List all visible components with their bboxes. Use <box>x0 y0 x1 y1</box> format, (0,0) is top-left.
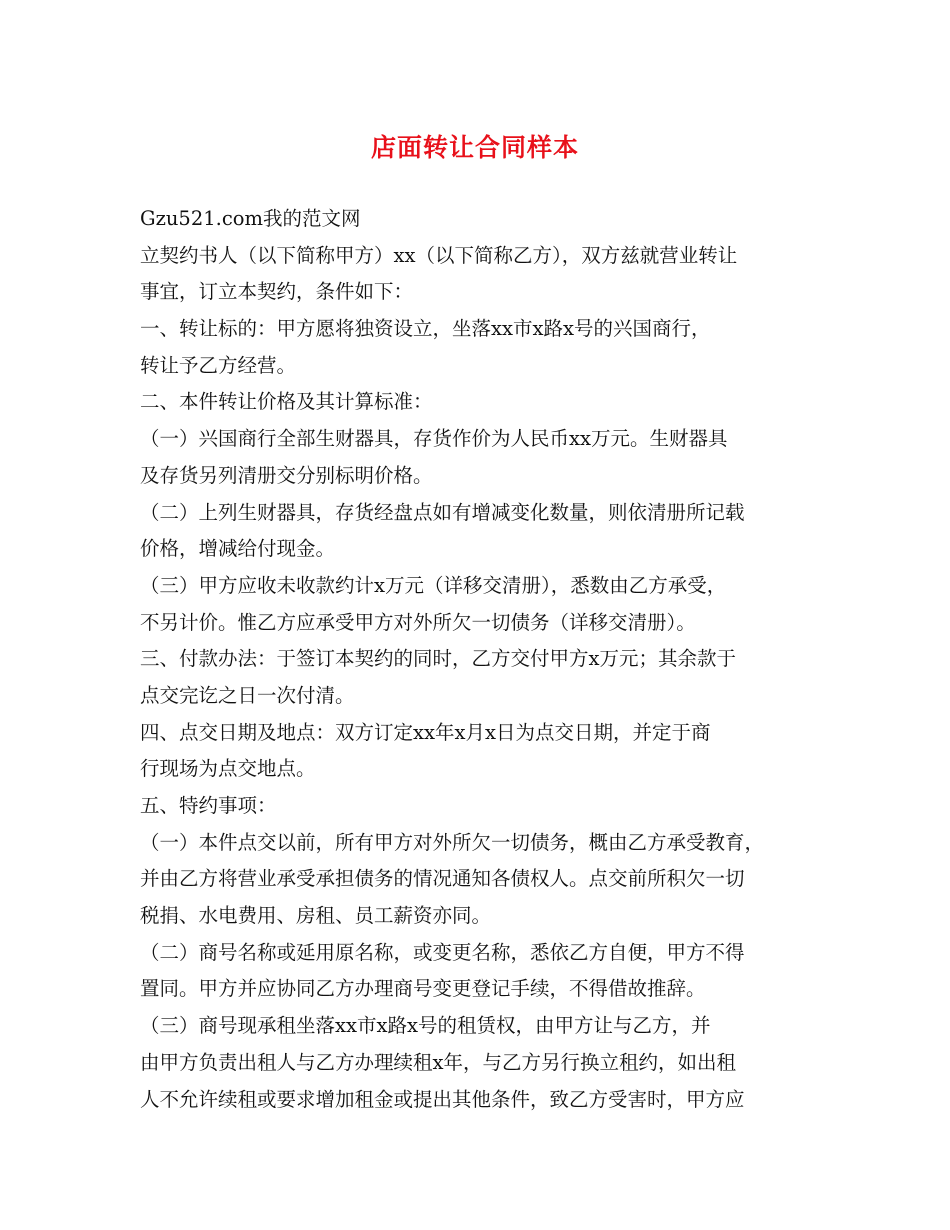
document-body <box>140 201 830 1118</box>
text-line: 税捐、水电费用、房租、员工薪资亦同。 <box>140 904 492 928</box>
text-line: 五、特约事项： <box>140 794 277 817</box>
text-line: （二）上列生财器具，存货经盘点如有增减变化数量，则依清册所记载 <box>140 500 745 524</box>
text-line: 事宜，订立本契约，条件如下： <box>140 280 414 304</box>
text-line: Gzu521.com我的范文网 <box>140 207 361 230</box>
text-line: 立契约书人（以下简称甲方）xx（以下简称乙方），双方兹就营业转让 <box>140 243 738 267</box>
text-line: 行现场为点交地点。 <box>140 757 316 781</box>
text-line: 人不允许续租或要求增加租金或提出其他条件，致乙方受害时，甲方应 <box>140 1087 745 1111</box>
text-line: （一）本件点交以前，所有甲方对外所欠一切债务，概由乙方承受教育， <box>140 830 765 854</box>
text-line: （三）商号现承租坐落xx市x路x号的租赁权，由甲方让与乙方，并 <box>140 1014 711 1038</box>
text-line: 不另计价。惟乙方应承受甲方对外所欠一切债务（详移交清册）。 <box>140 610 696 634</box>
text-line: 由甲方负责出租人与乙方办理续租x年，与乙方另行换立租约，如出租 <box>140 1050 736 1074</box>
text-line: （三）甲方应收未收款约计x万元（详移交清册），悉数由乙方承受， <box>140 573 727 597</box>
text-line: 及存货另列清册交分别标明价格。 <box>140 463 433 487</box>
document-title: 店面转让合同样本 <box>370 133 579 162</box>
text-line: 置同。甲方并应协同乙方办理商号变更登记手续，不得借故推辞。 <box>140 977 706 1001</box>
text-line: 价格，增减给付现金。 <box>140 537 336 561</box>
text-line: 并由乙方将营业承受承担债务的情况通知各债权人。点交前所积欠一切 <box>140 867 745 891</box>
text-line: 二、本件转让价格及其计算标准： <box>140 390 433 414</box>
text-line: （二）商号名称或延用原名称，或变更名称，悉依乙方自便，甲方不得 <box>140 940 745 964</box>
text-line: 四、点交日期及地点：双方订定xx年x月x日为点交日期，并定于商 <box>140 720 711 744</box>
text-line: 三、付款办法：于签订本契约的同时，乙方交付甲方x万元；其余款于 <box>140 647 736 671</box>
text-line: 点交完讫之日一次付清。 <box>140 683 355 707</box>
text-line: 转让予乙方经营。 <box>140 353 297 377</box>
text-line: 一、转让标的：甲方愿将独资设立，坐落xx市x路x号的兴国商行， <box>140 317 711 341</box>
text-line: （一）兴国商行全部生财器具，存货作价为人民币xx万元。生财器具 <box>140 427 728 451</box>
